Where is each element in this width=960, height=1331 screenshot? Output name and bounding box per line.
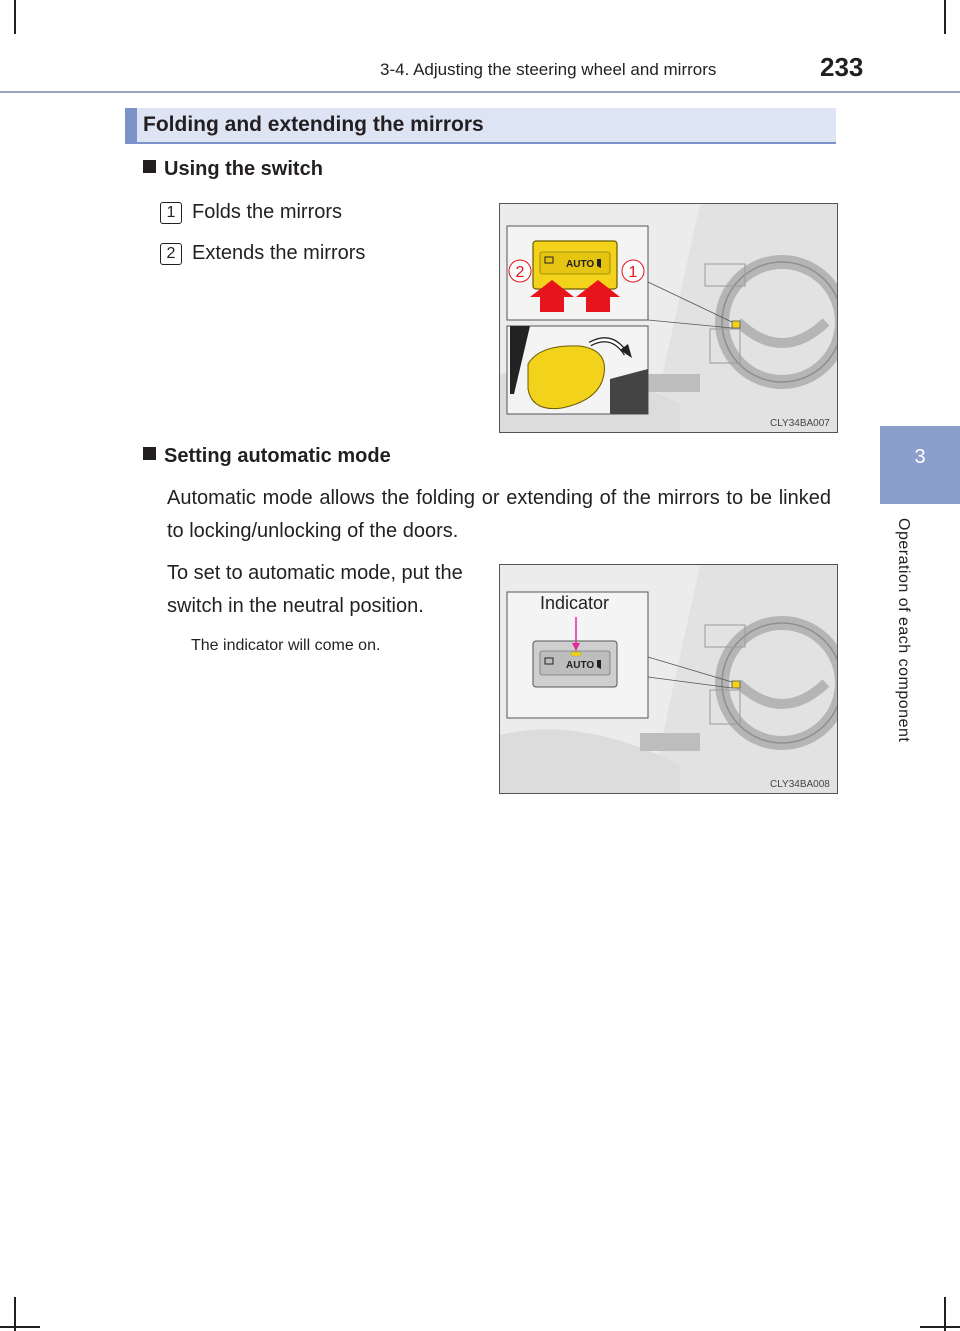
automatic-mode-heading-text: Setting automatic mode	[164, 445, 391, 467]
figure-mirror-switch-art	[500, 204, 837, 432]
bullet-square-icon	[143, 160, 156, 173]
crop-mark	[920, 1326, 960, 1328]
step-2	[160, 242, 365, 265]
step-1	[160, 201, 342, 224]
section-title: Folding and extending the mirrors	[143, 113, 484, 136]
switch-inset	[507, 226, 648, 320]
figure-code: CLY34BA007	[770, 418, 830, 429]
crop-mark	[944, 0, 946, 34]
crop-mark	[0, 1326, 40, 1328]
indicator-light	[571, 652, 581, 656]
callout-1: 1	[628, 264, 638, 281]
switch-location-marker	[732, 321, 740, 328]
chapter-number: 3	[914, 446, 926, 468]
step-number-badge: 2	[160, 243, 182, 265]
automatic-mode-heading	[143, 445, 391, 468]
crop-mark	[14, 0, 16, 34]
switch-auto-label: AUTO	[566, 259, 595, 270]
figure-automatic-mode	[499, 564, 838, 794]
switch-location-marker	[732, 681, 740, 688]
step-2-text: Extends the mirrors	[192, 242, 366, 264]
using-switch-heading-text: Using the switch	[164, 158, 323, 180]
figure-mirror-switch	[499, 203, 838, 433]
indicator-note: The indicator will come on.	[191, 637, 381, 654]
page-number: 233	[820, 52, 864, 82]
indicator-label: Indicator	[540, 593, 610, 613]
chapter-label: Operation of each component	[895, 518, 912, 743]
step-1-text: Folds the mirrors	[192, 201, 343, 223]
step-number-badge: 1	[160, 202, 182, 224]
using-switch-heading	[143, 158, 323, 181]
callout-2: 2	[515, 264, 525, 281]
mirror-inset	[507, 326, 648, 414]
automatic-mode-paragraph: Automatic mode allows the folding or extending of the mirrors to be linked to locking/unlocking of the doors.	[167, 487, 831, 542]
figure-code: CLY34BA008	[770, 779, 830, 790]
chapter-tab	[880, 426, 960, 504]
section-heading-bar	[125, 108, 836, 144]
instruction-line-1: To set to automatic mode, put the	[167, 562, 463, 584]
header-rule	[0, 91, 960, 93]
switch-auto-label: AUTO	[566, 660, 595, 671]
header-section-title: 3-4. Adjusting the steering wheel and mirrors	[380, 60, 717, 79]
bullet-square-icon	[143, 447, 156, 460]
instruction-line-2: switch in the neutral position.	[167, 595, 424, 617]
